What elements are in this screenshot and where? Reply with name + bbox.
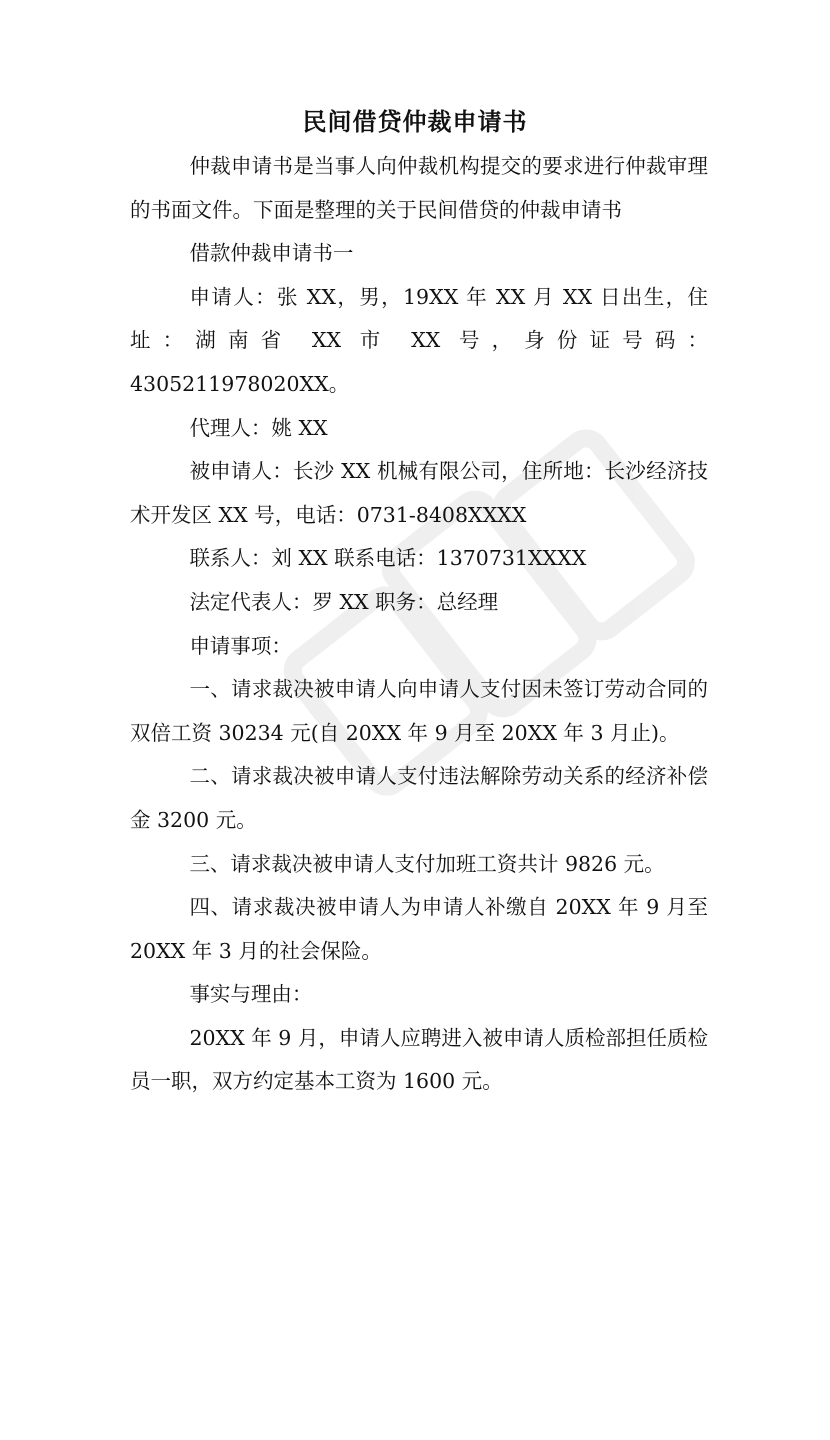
claim-item-2: 二、请求裁决被申请人支付违法解除劳动关系的经济补偿金 3200 元。 — [130, 764, 708, 832]
intro-paragraph: 仲裁申请书是当事人向仲裁机构提交的要求进行仲裁审理的书面文件。下面是整理的关于民间借贷的仲裁申请书 — [130, 154, 708, 222]
document-body — [130, 145, 708, 1104]
agent-paragraph: 代理人：姚 XX — [189, 415, 328, 440]
claim-item-3: 三、请求裁决被申请人支付加班工资共计 9826 元。 — [189, 851, 665, 876]
facts-heading: 事实与理由： — [189, 982, 313, 1007]
section-heading: 借款仲裁申请书一 — [189, 241, 354, 266]
legal-representative-paragraph: 法定代表人：罗 XX 职务：总经理 — [189, 589, 499, 614]
document-title: 民间借贷仲裁申请书 — [302, 107, 528, 136]
claim-item-1: 一、请求裁决被申请人向申请人支付因未签订劳动合同的双倍工资 30234 元(自 20XX 年 9 月至 20XX 年 3 月止)。 — [130, 677, 708, 745]
respondent-paragraph: 被申请人：长沙 XX 机械有限公司，住所地：长沙经济技术开发区 XX 号，电话：0731-8408XXXX — [130, 459, 708, 527]
facts-paragraph: 20XX 年 9 月，申请人应聘进入被申请人质检部担任质检员一职，双方约定基本工资为 1600 元。 — [130, 1025, 708, 1094]
claim-item-4: 四、请求裁决被申请人为申请人补缴自 20XX 年 9 月至 20XX 年 3 月的社会保险。 — [130, 895, 708, 963]
contact-paragraph: 联系人：刘 XX 联系电话：1370731XXXX — [189, 546, 587, 571]
applicant-paragraph: 申请人：张 XX，男，19XX 年 XX 月 XX 日出生，住址：湖南省 XX 市 XX 号，身份证号码：4305211978020XX。 — [130, 284, 708, 396]
claims-heading: 申请事项： — [189, 633, 292, 658]
